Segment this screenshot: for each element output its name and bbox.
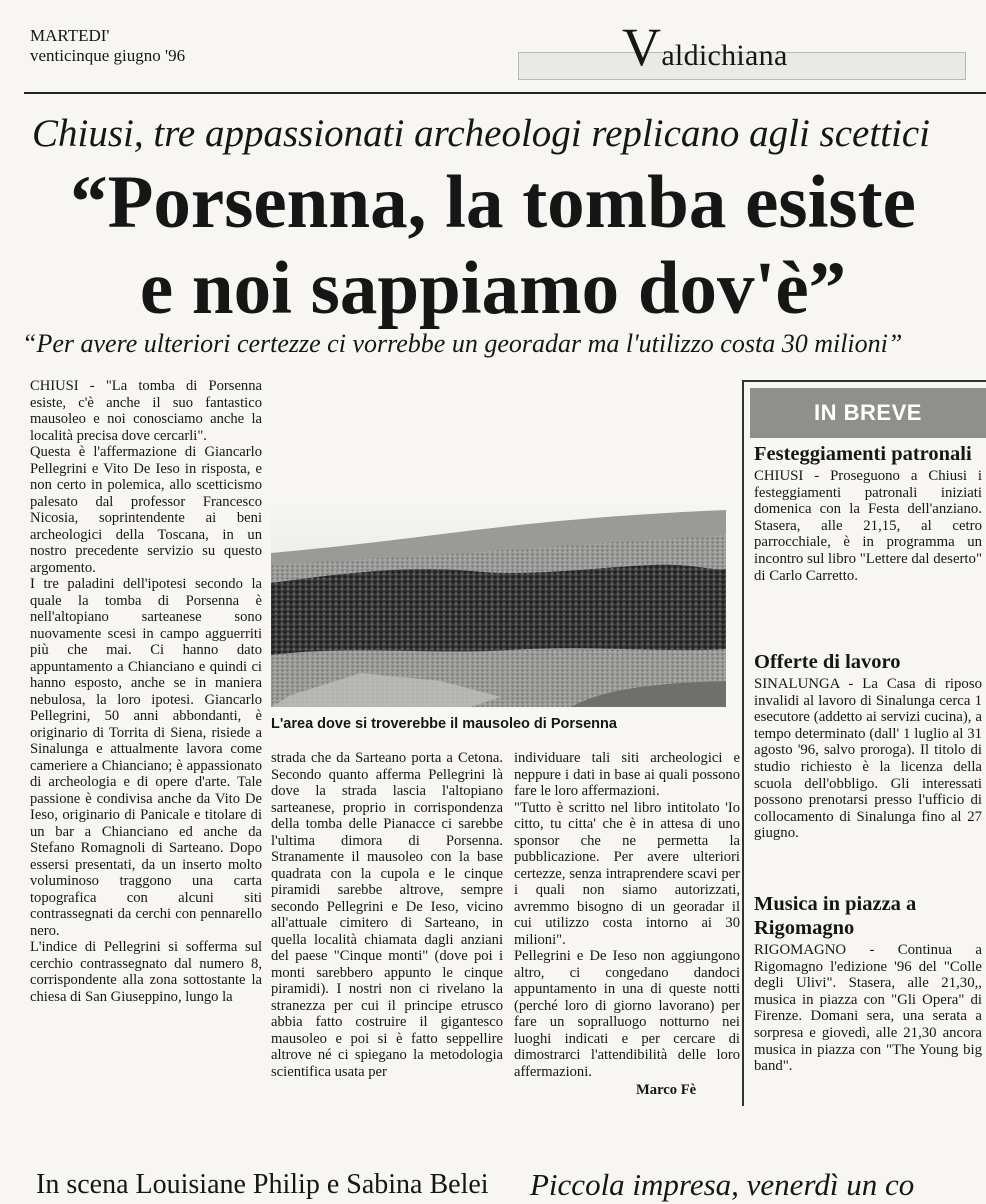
article-column-1: [30, 378, 262, 1005]
brief-text: RIGOMAGNO - Continua a Rigomagno l'edizione '96 del "Colle degli Ulivi". Stasera, alle 21,30,, musica in piazza con "Gli Opera" di Firenze. Domani sera, una serata a sorpresa e giovedì, alle 21,30 ancora musica in piazza con "The Young big band".: [754, 942, 982, 1075]
landscape-photo-image: [271, 505, 726, 707]
paragraph: L'indice di Pellegrini si sofferma sul cerchio contrassegnato dal numero 8, corrispondente alla zona sottostante la chiesa di San Giuseppino, lungo la: [30, 939, 262, 1005]
article-column-2: [271, 750, 503, 1080]
section-title: [622, 16, 788, 87]
issue-full-date: venticinque giugno '96: [30, 46, 186, 65]
brief-item: [754, 442, 982, 584]
section-title-initial: V: [622, 17, 662, 77]
article-subhead: “Per avere ulteriori certezze ci vorrebbe un georadar ma l'utilizzo costa 30 milioni”: [22, 329, 903, 358]
issue-day: MARTEDI': [30, 26, 110, 45]
footer-headline-right: Piccola impresa, venerdì un co: [530, 1167, 915, 1202]
in-breve-sidebar: [742, 380, 986, 1106]
headline-line-2: e noi sappiamo dov'è”: [139, 247, 847, 330]
article-column-3: [514, 750, 740, 1080]
landscape-photo: [271, 505, 726, 707]
header-rule: [24, 92, 986, 94]
paragraph: strada che da Sarteano porta a Cetona. Secondo quanto afferma Pellegrini là dove la strada lascia l'altopiano sarteanese, proprio in corrispondenza della tomba delle Pianacce ci sarebbe l'ultima dimora di Porsenna. Stranamente il mausoleo con la base quadrata con la cupola e le cinque piramidi sarebbe altrove, sempre secondo Pellegrini e De Ieso, vicino all'attuale cimitero di Sarteano, in quella località chiamata dagli anziani del paese "Cinque monti" (dove poi i monti sarebbero appunto le cinque piramidi). I nostri non ci rivelano la stranezza per cui il principe etrusco abbia fatto costruire il gigantesco mausoleo e poi si è fatto seppellire altrove né ci spiegano la metodologia scientifica usata per: [271, 750, 503, 1080]
article-kicker: Chiusi, tre appassionati archeologi replicano agli scettici: [32, 112, 931, 155]
footer-headline-left: In scena Louisiane Philip e Sabina Belei: [36, 1169, 489, 1200]
brief-title: Musica in piazza a Rigomagno: [754, 893, 917, 939]
brief-title: Festeggiamenti patronali: [754, 443, 972, 465]
paragraph: I tre paladini dell'ipotesi secondo la quale la tomba di Porsenna è nell'altopiano sarteanese sono nuovamente scesi in campo agguerriti più che mai. Ci hanno dato appuntamento a Chianciano e quindi ci hanno esposto, anche se in maniera nebulosa, la loro ipotesi. Giancarlo Pellegrini, 50 anni abbondanti, è originario di Torrita di Siena, risiede a Sinalunga e attualmente lavora come cameriere a Chianciano; è appassionato di archeologia e di opere d'arte. Tale passione è condivisa anche da Vito De Ieso, originario di Panicale e titolare di un bar a Chianciano ed anche da Stefano Romagnoli di Sarteano. Dopo essersi presentati, da un inserto molto voluminoso traggono una carta topografica con alcuni siti contrassegnati da cerchi con pennarello nero.: [30, 576, 262, 939]
paragraph: individuare tali siti archeologici e neppure i dati in base ai quali possono fare le loro affermazioni.: [514, 750, 740, 799]
issue-date: [30, 26, 185, 66]
paragraph: "Tutto è scritto nel libro intitolato 'Io citto, tu citta' che è in attesa di uno sponsor che ne permetta la pubblicazione. Per avere ulteriori certezze, senza intraprendere scavi per i quali non siamo autorizzati, avremmo bisogno di un georadar il cui utilizzo costa intorno ai 30 milioni".: [514, 799, 740, 948]
brief-text: SINALUNGA - La Casa di riposo invalidi al lavoro di Sinalunga cerca 1 esecutore (addetto ai servizi cucina), a tempo determinato (dall' 1 luglio al 31 agosto '96, salvo proroga). Il titolo di studio richiesto è la licenza della scuola dell'obbligo. Gli interessati possono prenotarsi presso l'ufficio di collocamento di Sinalunga fino al 27 giugno.: [754, 676, 982, 842]
paragraph: Pellegrini e De Ieso non aggiungono altro, ci congedano dandoci appuntamento in una di queste notti (perché loro di giorno lavorano) per fare un sopralluogo notturno nei luoghi indicati e per cercare di dimostrarci l'attendibilità delle loro affermazioni.: [514, 948, 740, 1080]
brief-item: [754, 892, 982, 1075]
section-title-rest: aldichiana: [661, 39, 788, 72]
headline-line-1: “Porsenna, la tomba esiste: [70, 161, 916, 244]
section-header: [518, 16, 964, 78]
in-breve-label: IN BREVE: [750, 388, 986, 438]
paragraph: Questa è l'affermazione di Giancarlo Pellegrini e Vito De Ieso in risposta, e non certo in polemica, allo scetticismo palesato dal professor Francesco Nicosia, soprintendente ai beni archeologici della Toscana, in un nostro precedente servizio su questo argomento.: [30, 444, 262, 576]
article-headline: [0, 160, 986, 332]
brief-text: CHIUSI - Proseguono a Chiusi i festeggiamenti patronali iniziati domenica con la Festa dell'anziano. Stasera, alle 21,15, al cetro parrocchiale, è in programma un incontro sul libro "Lettere dal deserto" di Carlo Carretto.: [754, 468, 982, 584]
byline: Marco Fè: [636, 1082, 697, 1098]
photo-caption: L'area dove si troverebbe il mausoleo di Porsenna: [271, 716, 617, 732]
brief-item: [754, 650, 982, 842]
paragraph: CHIUSI - "La tomba di Porsenna esiste, c'è anche il suo fantastico mausoleo e noi conosciamo anche la località precisa dove cercarli".: [30, 378, 262, 444]
brief-title: Offerte di lavoro: [754, 651, 901, 673]
